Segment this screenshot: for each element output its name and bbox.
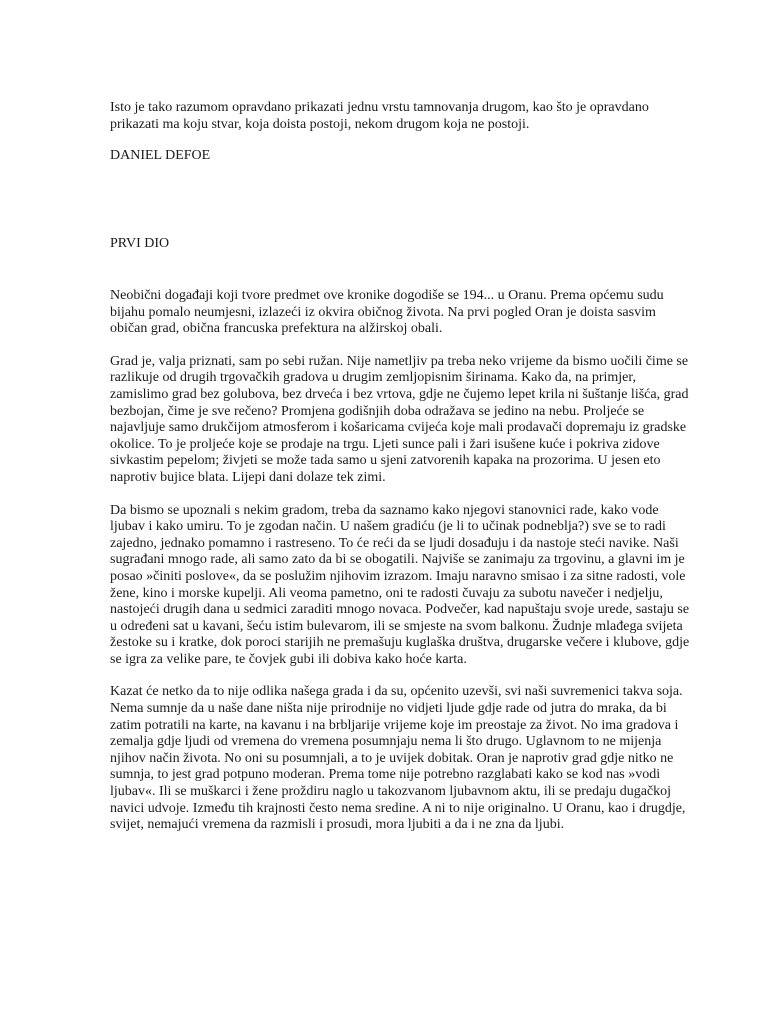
paragraph: Kazat će netko da to nije odlika našega grada i da su, općenito uzevši, svi naši suvremenici takva soja. Nema sumnje da u naše dane ništa nije prirodnije no vidjeti ljude gdje rade od jutra do mraka, da bi zatim potratili na karte, na kavanu i na brbljarije vrijeme koje im preostaje za život. No ima gradova i zemalja gdje ljudi od vremena do vremena posumnjaju nema li što drugo. Uglavnom to ne mijenja njihov način života. No oni su posumnjali, a to je uvijek dobitak. Oran je naprotiv grad gdje nitko ne sumnja, to jest grad potpuno moderan. Prema tome nije potrebno razglabati kako se kod nas »vodi ljubav«. Ili se muškarci i žene proždiru naglo u takozvanom ljubavnom aktu, ili se predaju dugačkoj navici udvoje. Između tih krajnosti često nema sredine. A ni to nije originalno. U Oranu, kao i drugdje, svijet, nemajući vremena da razmisli i prosudi, mora ljubiti a da i ne zna da ljubi. — [110, 684, 686, 833]
paragraph: Grad je, valja priznati, sam po sebi ružan. Nije nametljiv pa treba neko vrijeme da bismo uočili čime se razlikuje od drugih trgovačkih gradova u drugim zemljopisnim širinama. Kako da, na primjer, zamislimo grad bez golubova, bez drveća i bez vrtova, gdje ne čujemo lepet krila ni šuštanje lišća, grad bezbojan, čime je sve rečeno? Promjena godišnjih doba odražava se jedino na nebu. Proljeće se najavljuje samo drukčijom atmosferom i košaricama cvijeća koje mali prodavači dopremaju iz gradske okolice. To je proljeće koje se prodaje na trgu. Ljeti sunce pali i žari isušene kuće i pokriva zidove sivkastim pepelom; živjeti se može tada samo u sjeni zatvorenih kapaka na prozorima. U jesen eto naprotiv bujice blata. Lijepi dani dolaze tek zimi. — [110, 353, 689, 485]
body-text — [110, 288, 695, 850]
document-page — [110, 100, 695, 833]
epigraph-text: Isto je tako razumom opravdano prikazati jednu vrstu tamnovanja drugom, kao što je opravdano prikazati ma koju stvar, koja doista postoji, nekom drugom koja ne postoji. — [110, 100, 649, 132]
paragraph: Neobični događaji koji tvore predmet ove kronike dogodiše se 194... u Oranu. Prema općemu sudu bijahu pomalo neumjesni, izlazeći iz okvira običnog života. Na prvi pogled Oran je doista sasvim običan grad, obična francuska prefektura na alžirskoj obali. — [110, 288, 664, 337]
part-title: PRVI DIO — [110, 236, 170, 251]
paragraph: Da bismo se upoznali s nekim gradom, treba da saznamo kako njegovi stanovnici rade, kako vode ljubav i kako umiru. To je zgodan način. U našem gradiću (je li to učinak podneblja?) sve se to radi zajedno, jednako pomamno i rastreseno. To će reći da se ljudi dosađuju i da nastoje steći navike. Naši sugrađani mnogo rade, ali samo zato da bi se obogatili. Najviše se zanimaju za trgovinu, a glavni im je posao »činiti poslove«, da se poslužim njihovim izrazom. Imaju naravno smisao i za sitne radosti, vole žene, kino i morske kupelji. Ali veoma pametno, oni te radosti čuvaju za subotu navečer i nedjelju, nastojeći drugih dana u sedmici zaraditi mnogo novaca. Podvečer, kad napuštaju svoje urede, sastaju se u određeni sat u kavani, šeću istim bulevarom, ili se smjeste na svom balkonu. Žudnje mlađega svijeta žestoke su i kratke, dok poroci starijih ne premašuju kuglaška društva, drugarske večere i klubove, gdje se igra za velike pare, te čovjek gubi ili dobiva kako hoće karta. — [110, 502, 690, 667]
epigraph-author: DANIEL DEFOE — [110, 148, 211, 164]
